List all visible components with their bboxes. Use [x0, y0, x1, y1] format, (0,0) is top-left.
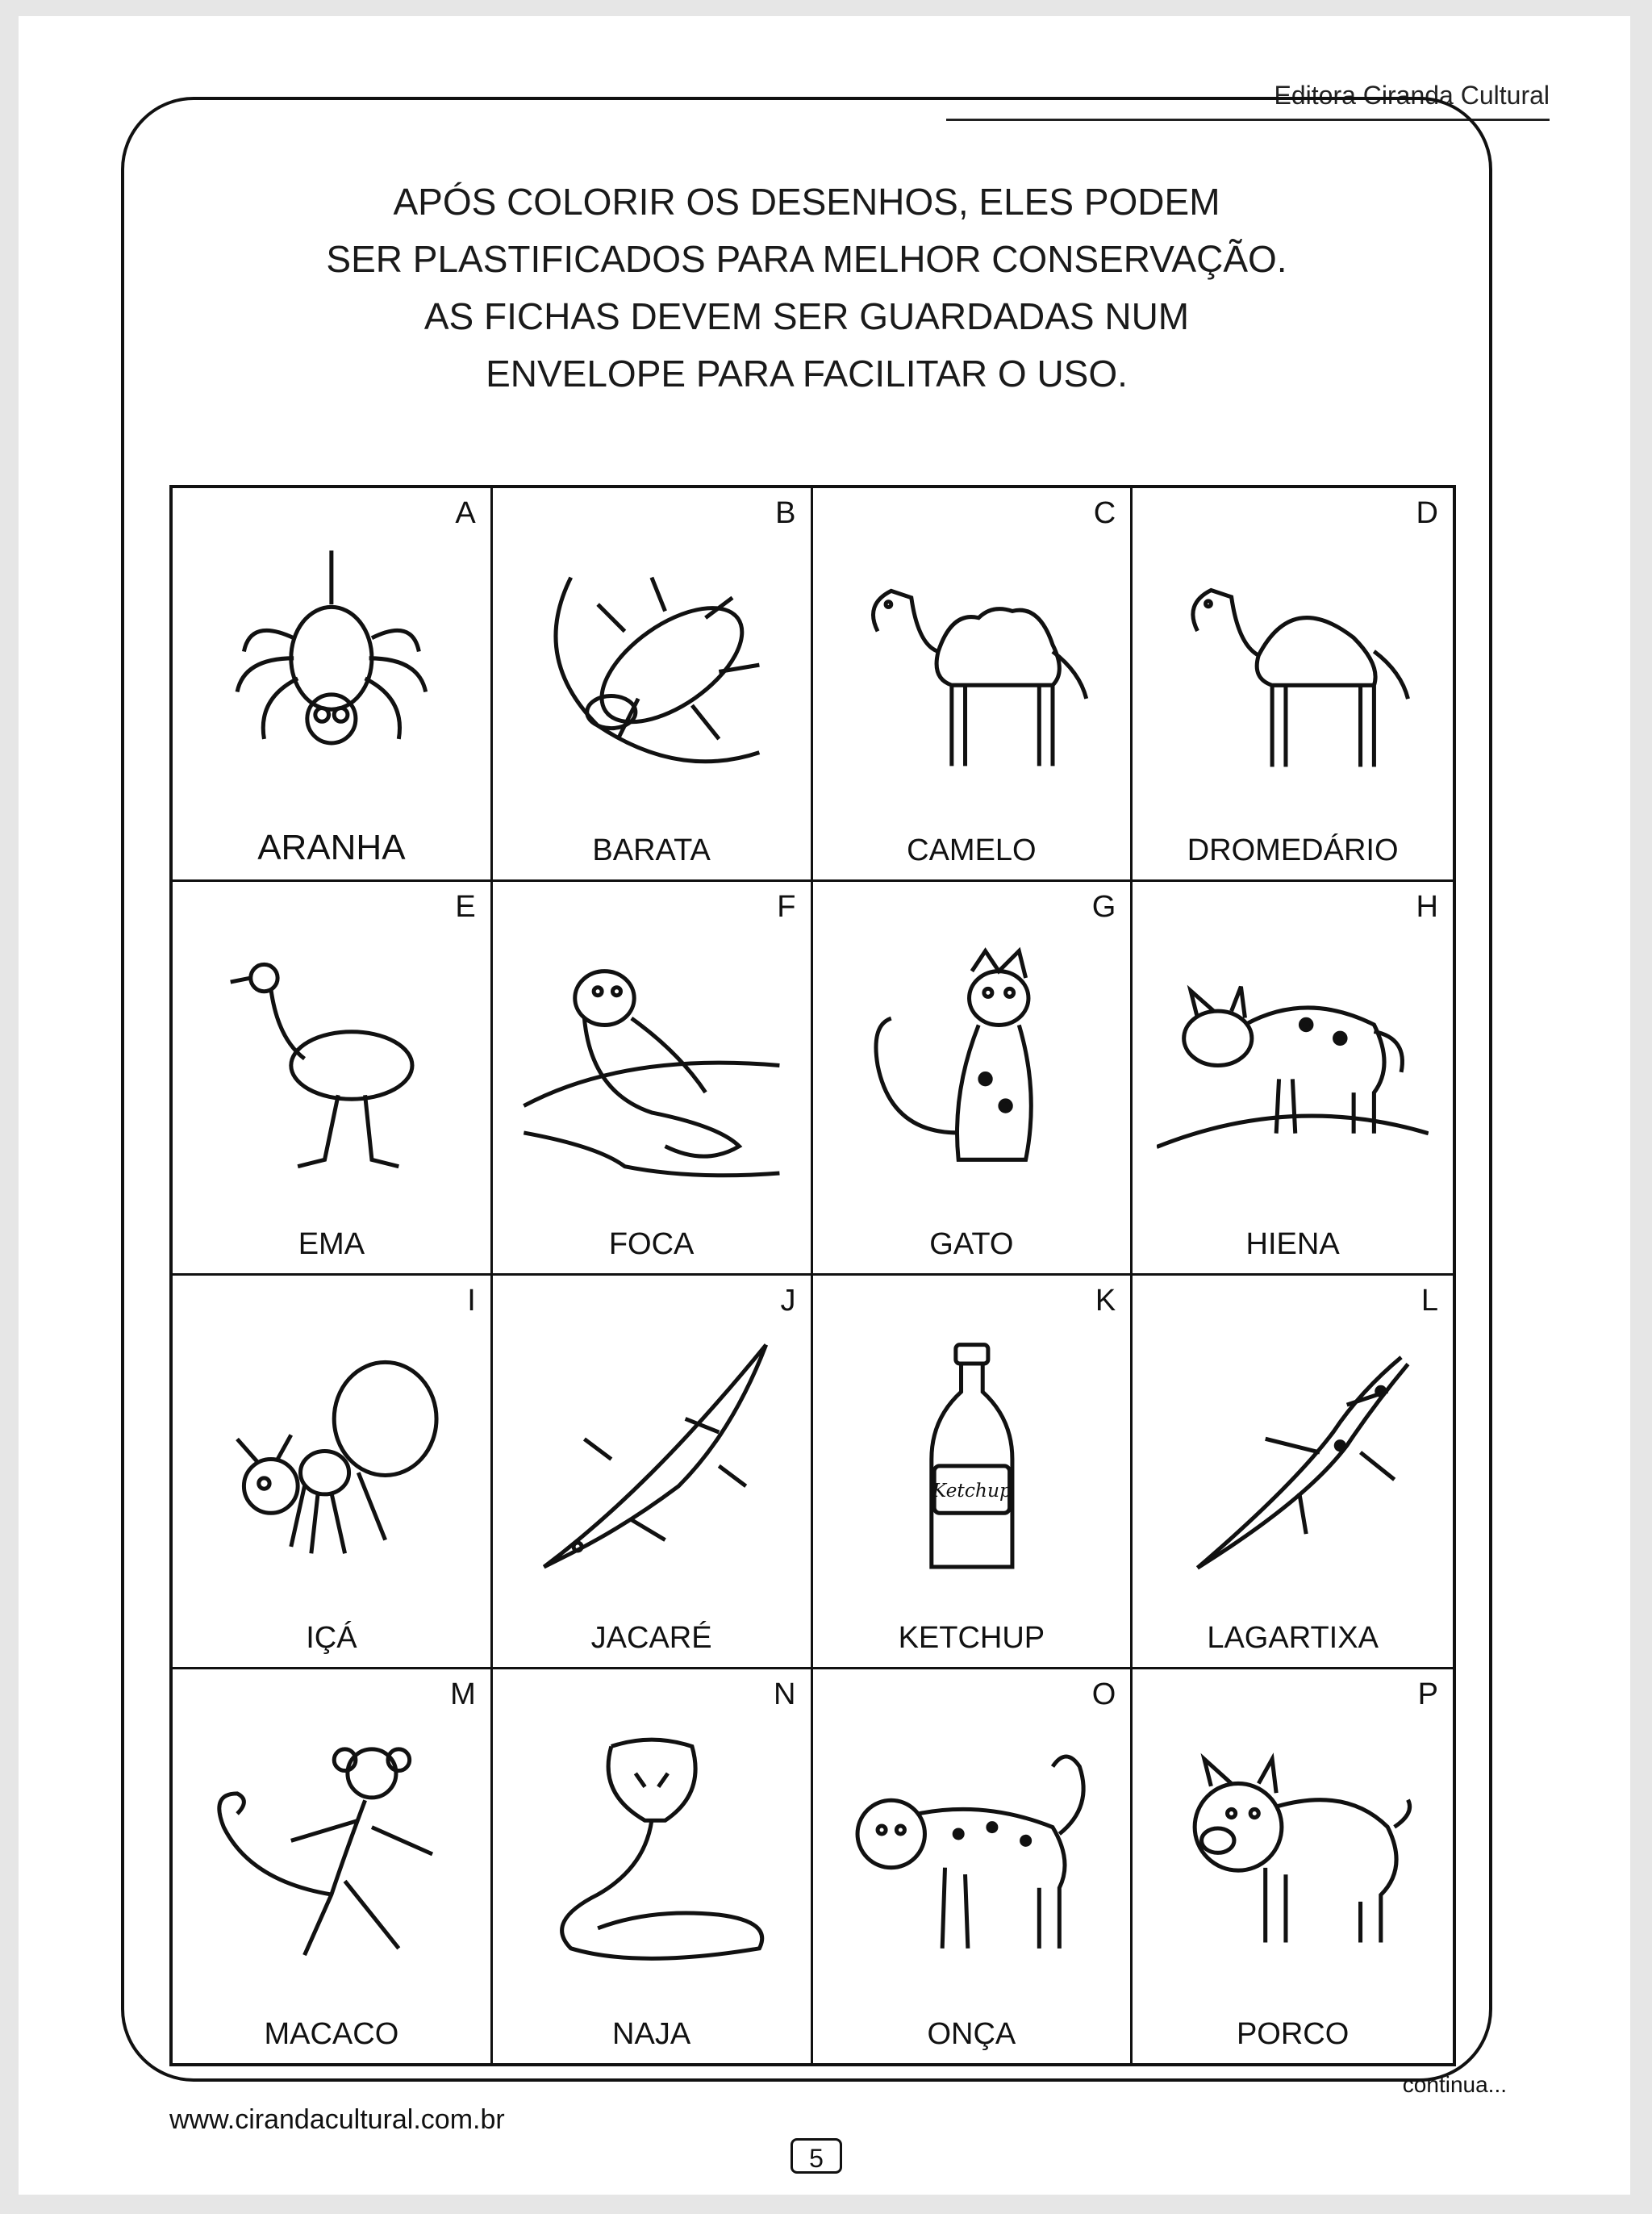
- instructions-text: [121, 173, 1492, 403]
- card-letter: M: [450, 1677, 476, 1711]
- instruction-line: SER PLASTIFICADOS PARA MELHOR CONSERVAÇÃO.: [326, 238, 1287, 280]
- card-word: GATO: [929, 1227, 1014, 1261]
- card-word: PORCO: [1236, 2017, 1350, 2051]
- card-l: [1133, 1276, 1453, 1669]
- rhea-icon: [197, 922, 466, 1209]
- card-word: NAJA: [612, 2017, 691, 2051]
- card-k: [813, 1276, 1133, 1669]
- continued-note: continua...: [1402, 2072, 1507, 2097]
- monkey-icon: [197, 1710, 466, 1999]
- card-d: [1133, 488, 1453, 882]
- cat-icon: [837, 922, 1107, 1209]
- card-m: [173, 1669, 493, 2063]
- card-word: DROMEDÁRIO: [1187, 833, 1399, 867]
- card-word: ONÇA: [927, 2017, 1016, 2051]
- card-word: BARATA: [592, 833, 711, 867]
- card-letter: H: [1416, 890, 1438, 924]
- card-b: [493, 488, 813, 882]
- ketchup-bottle-icon: [837, 1316, 1107, 1602]
- instruction-line: APÓS COLORIR OS DESENHOS, ELES PODEM: [393, 181, 1220, 223]
- card-f: [493, 882, 813, 1276]
- card-word: KETCHUP: [898, 1621, 1045, 1655]
- card-letter: B: [775, 496, 796, 530]
- card-word: IÇÁ: [306, 1621, 357, 1655]
- hyena-icon: [1157, 922, 1429, 1209]
- camel-icon: [837, 528, 1107, 815]
- card-word: LAGARTIXA: [1207, 1621, 1379, 1655]
- dromedary-icon: [1157, 528, 1429, 815]
- card-letter: P: [1417, 1677, 1438, 1711]
- instruction-line: AS FICHAS DEVEM SER GUARDADAS NUM: [423, 295, 1190, 337]
- card-p: [1133, 1669, 1453, 2063]
- card-j: [493, 1276, 813, 1669]
- website-url: www.cirandacultural.com.br: [169, 2104, 505, 2135]
- card-letter: O: [1091, 1677, 1116, 1711]
- card-word: JACARÉ: [590, 1621, 712, 1655]
- card-word: FOCA: [608, 1227, 695, 1261]
- card-letter: E: [455, 890, 476, 924]
- card-letter: G: [1091, 890, 1116, 924]
- card-letter: F: [777, 890, 796, 924]
- instruction-line: ENVELOPE PARA FACILITAR O USO.: [486, 353, 1128, 395]
- card-g: [813, 882, 1133, 1276]
- card-letter: K: [1095, 1284, 1116, 1318]
- publisher-name: Editora Ciranda Cultural: [1274, 81, 1550, 110]
- cockroach-icon: [517, 528, 786, 815]
- card-h: [1133, 882, 1453, 1276]
- jaguar-icon: [837, 1710, 1107, 1999]
- card-letter: A: [455, 496, 476, 530]
- spider-icon: [197, 528, 466, 815]
- card-n: [493, 1669, 813, 2063]
- bottle-label: Ketchup: [932, 1479, 1012, 1502]
- card-c: [813, 488, 1133, 882]
- card-word: EMA: [298, 1227, 365, 1261]
- card-letter: N: [774, 1677, 796, 1711]
- page-number: 5: [791, 2138, 842, 2174]
- gecko-icon: [1157, 1316, 1429, 1602]
- alphabet-card-grid: [169, 485, 1456, 2066]
- cobra-icon: [517, 1710, 786, 1999]
- card-word: HIENA: [1245, 1227, 1340, 1261]
- card-word: MACACO: [264, 2017, 399, 2051]
- card-letter: I: [467, 1284, 476, 1318]
- pig-icon: [1157, 1710, 1429, 1999]
- card-word: ARANHA: [257, 828, 406, 867]
- card-i: [173, 1276, 493, 1669]
- ant-icon: [197, 1316, 466, 1602]
- card-letter: L: [1420, 1284, 1438, 1318]
- card-letter: J: [780, 1284, 796, 1318]
- card-letter: C: [1093, 496, 1116, 530]
- card-e: [173, 882, 493, 1276]
- card-a: [173, 488, 493, 882]
- card-letter: D: [1416, 496, 1438, 530]
- card-word: CAMELO: [907, 833, 1037, 867]
- card-o: [813, 1669, 1133, 2063]
- seal-icon: [517, 922, 786, 1209]
- alligator-icon: [517, 1316, 786, 1602]
